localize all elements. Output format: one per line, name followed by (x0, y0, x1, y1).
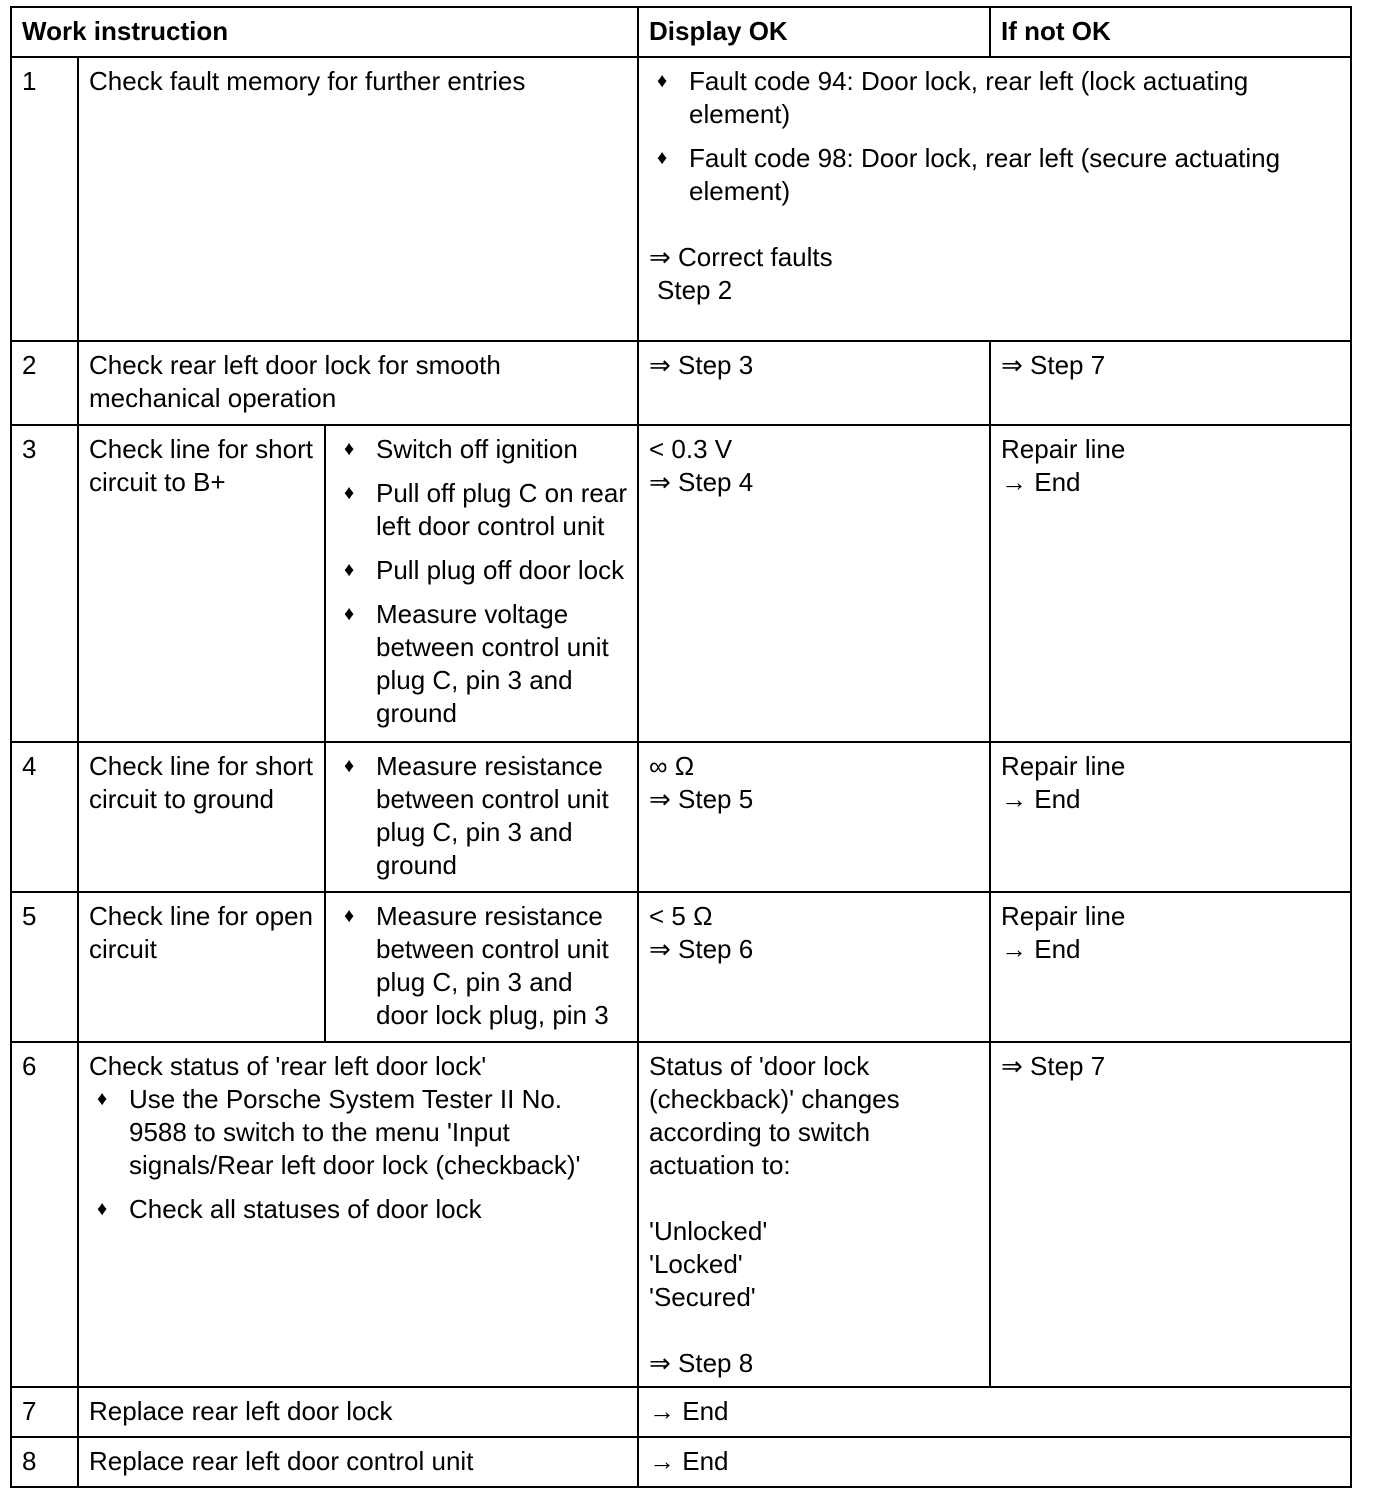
list-item (336, 477, 627, 543)
repair-action: Repair line (1001, 751, 1126, 781)
step-number: 4 (11, 742, 78, 892)
bullet-diamond-icon: ♦ (97, 1088, 108, 1110)
list-item (336, 750, 627, 882)
correct-faults-text: ⇒ Correct faults (649, 242, 833, 272)
display-ok-cell: → End (638, 1437, 1351, 1487)
procedure-cell (325, 425, 638, 742)
if-not-ok-cell (990, 742, 1351, 892)
status-locked: 'Locked' (649, 1249, 743, 1279)
procedure-step-text: Measure resistance between control unit plug C, pin 3 and door lock plug, pin 3 (376, 901, 609, 1030)
display-ok-cell (638, 742, 990, 892)
tester-step-text: Use the Porsche System Tester II No. 9588 to switch to the menu 'Input signals/Rear left door lock (checkback)' (129, 1084, 581, 1180)
bullet-diamond-icon: ♦ (344, 438, 355, 460)
work-instruction-cell: Check line for open circuit (78, 892, 325, 1042)
list-item (336, 554, 627, 587)
display-ok-cell (638, 1042, 990, 1387)
procedure-step-text: Switch off ignition (376, 434, 578, 464)
bullet-diamond-icon: ♦ (344, 905, 355, 927)
list-item (336, 433, 627, 466)
step-number: 3 (11, 425, 78, 742)
list-item (649, 142, 1340, 208)
table-header-row (11, 7, 1351, 57)
work-instruction-cell: Check rear left door lock for smooth mechanical operation (78, 341, 638, 425)
display-ok-cell (638, 57, 1351, 341)
if-not-ok-cell (990, 892, 1351, 1042)
step-number: 7 (11, 1387, 78, 1437)
step-number: 8 (11, 1437, 78, 1487)
tester-step-text: Check all statuses of door lock (129, 1194, 482, 1224)
step-number: 2 (11, 341, 78, 425)
display-ok-cell: → End (638, 1387, 1351, 1437)
expected-value: ∞ Ω (649, 751, 695, 781)
list-item (89, 1193, 627, 1226)
bullet-diamond-icon: ♦ (657, 70, 668, 92)
bullet-diamond-icon: ♦ (344, 559, 355, 581)
bullet-diamond-icon: ♦ (97, 1198, 108, 1220)
work-instruction-table (10, 6, 1352, 1488)
procedure-step-text: Measure voltage between control unit plug C, pin 3 and ground (376, 599, 609, 728)
bullet-diamond-icon: ♦ (344, 482, 355, 504)
table-row (11, 742, 1351, 892)
status-secured: 'Secured' (649, 1282, 756, 1312)
bullet-diamond-icon: ♦ (344, 603, 355, 625)
repair-action: Repair line (1001, 901, 1126, 931)
header-if-not-ok: If not OK (990, 7, 1351, 57)
procedure-step-text: Pull plug off door lock (376, 555, 625, 585)
procedure-list (336, 900, 627, 1032)
next-step: ⇒ Step 4 (649, 467, 754, 497)
next-step: → End (1001, 467, 1081, 497)
header-display-ok: Display OK (638, 7, 990, 57)
list-item (89, 1083, 627, 1182)
work-instruction-cell: Check line for short circuit to ground (78, 742, 325, 892)
next-step: → End (1001, 784, 1081, 814)
table-row (11, 341, 1351, 425)
table-row (11, 1437, 1351, 1487)
procedure-cell (325, 892, 638, 1042)
header-work-instruction: Work instruction (11, 7, 638, 57)
table-row (11, 1042, 1351, 1387)
next-step: ⇒ Step 6 (649, 934, 754, 964)
if-not-ok-cell: ⇒ Step 7 (990, 1042, 1351, 1387)
procedure-step-text: Measure resistance between control unit plug C, pin 3 and ground (376, 751, 609, 880)
table-row (11, 57, 1351, 341)
fault-code-list (649, 65, 1340, 208)
status-unlocked: 'Unlocked' (649, 1216, 768, 1246)
list-item (336, 900, 627, 1032)
procedure-cell (325, 742, 638, 892)
next-step: → End (1001, 934, 1081, 964)
table-row (11, 425, 1351, 742)
work-instruction-cell: Check line for short circuit to B+ (78, 425, 325, 742)
instruction-text: Check status of 'rear left door lock' (89, 1051, 487, 1081)
expected-value: < 0.3 V (649, 434, 733, 464)
work-instruction-cell: Replace rear left door lock (78, 1387, 638, 1437)
next-step: ⇒ Step 5 (649, 784, 754, 814)
if-not-ok-cell (990, 425, 1351, 742)
list-item (649, 65, 1340, 131)
expected-value: < 5 Ω (649, 901, 713, 931)
work-instruction-cell: Check fault memory for further entries (78, 57, 638, 341)
work-instruction-cell: Replace rear left door control unit (78, 1437, 638, 1487)
status-description: Status of 'door lock (checkback)' changes according to switch actuation to: (649, 1051, 900, 1180)
step-reference: Step 2 (657, 275, 733, 305)
work-instruction-table-wrapper (10, 6, 1352, 1488)
fault-code-94-text: Fault code 94: Door lock, rear left (lock actuating element) (689, 66, 1249, 129)
procedure-list (336, 750, 627, 882)
bullet-diamond-icon: ♦ (344, 755, 355, 777)
bullet-diamond-icon: ♦ (657, 147, 668, 169)
display-ok-cell: ⇒ Step 3 (638, 341, 990, 425)
tester-instruction-list (89, 1083, 627, 1226)
table-row (11, 892, 1351, 1042)
step-number: 6 (11, 1042, 78, 1387)
repair-action: Repair line (1001, 434, 1126, 464)
step-number: 1 (11, 57, 78, 341)
next-step: ⇒ Step 8 (649, 1348, 754, 1378)
table-row (11, 1387, 1351, 1437)
procedure-step-text: Pull off plug C on rear left door control unit (376, 478, 627, 541)
display-ok-cell (638, 425, 990, 742)
list-item (336, 598, 627, 730)
fault-code-98-text: Fault code 98: Door lock, rear left (secure actuating element) (689, 143, 1281, 206)
work-instruction-cell (78, 1042, 638, 1387)
procedure-list (336, 433, 627, 730)
display-ok-cell (638, 892, 990, 1042)
step-number: 5 (11, 892, 78, 1042)
if-not-ok-cell: ⇒ Step 7 (990, 341, 1351, 425)
